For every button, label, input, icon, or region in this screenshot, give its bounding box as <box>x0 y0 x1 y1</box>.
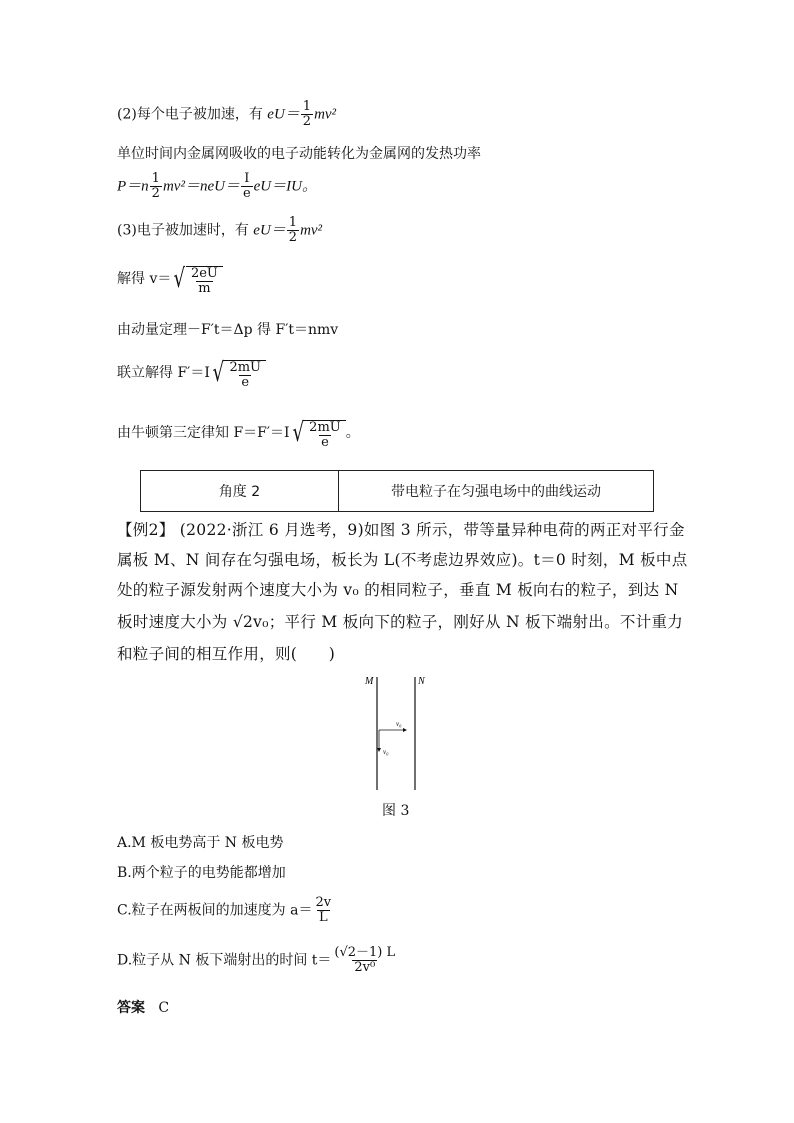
fraction-2v-l <box>313 896 333 925</box>
answer-line <box>117 998 169 1018</box>
label-v0-right: v₀ <box>396 720 402 728</box>
step-3-line <box>117 216 322 245</box>
problem-line-3: 处的粒子源发射两个速度大小为 v₀ 的相同粒子，垂直 M 板向右的粒子，到达 N <box>117 581 679 599</box>
numerator: I <box>244 171 250 186</box>
option-d <box>117 946 398 975</box>
fraction-half-3 <box>287 216 299 245</box>
fraction-half <box>301 100 313 129</box>
numerator: 1 <box>302 99 312 114</box>
answer-label: 答案 <box>117 1000 145 1016</box>
label-n: N <box>418 676 425 687</box>
power-equation <box>117 172 317 201</box>
text: 联立解得 F′＝I <box>117 365 210 381</box>
numerator: 2v <box>315 895 332 910</box>
text: 解得 v＝ <box>117 271 172 287</box>
fraction <box>227 361 263 390</box>
fraction-half-2 <box>150 172 162 201</box>
radicand <box>224 360 266 390</box>
numerator: 1 <box>151 171 160 186</box>
answer-value: C <box>158 1000 170 1016</box>
problem-line-5: 和粒子间的相互作用，则( ) <box>117 645 336 663</box>
sqrt-2mu-e <box>210 356 266 390</box>
figure-3-plates <box>355 672 445 797</box>
mv2: mv² <box>314 106 337 123</box>
denominator: 2 <box>302 114 312 129</box>
equation: eU＝ <box>253 222 286 239</box>
denominator: e <box>241 375 250 390</box>
radicand <box>304 420 346 450</box>
problem-line-4: 板时速度大小为 √2v₀；平行 M 板向下的粒子，刚好从 N 板下端射出。不计重力 <box>117 613 684 631</box>
problem-line-2: 属板 M、N 间存在匀强电场，板长为 L(不考虑边界效应)。t＝0 时刻，M 板中点 <box>117 551 688 569</box>
option-d-text: D.粒子从 N 板下端射出的时间 t＝ <box>117 952 332 969</box>
text: (2)每个电子被加速，有 <box>117 106 268 123</box>
momentum-theorem-line: 由动量定理－F′t＝Δp 得 F′t＝nmv <box>117 322 339 338</box>
problem-line-1: 【例2】 (2022·浙江 6 月选考，9)如图 3 所示，带等量异种电荷的两正对平行金 <box>117 521 685 539</box>
equation: eU＝ <box>267 106 300 123</box>
label-v0-down: v₀ <box>383 748 389 756</box>
fraction <box>307 421 343 450</box>
p-eq: P＝n <box>117 178 149 195</box>
step-2-line <box>117 100 336 129</box>
denominator: 2 <box>151 186 160 201</box>
denominator: 2v⁰ <box>354 960 376 975</box>
numerator: 1 <box>288 215 298 230</box>
fraction-i-e <box>241 172 253 201</box>
solve-v-line <box>117 262 223 296</box>
text: (3)电子被加速时，有 <box>117 222 254 239</box>
radical-sign: √ <box>212 358 224 388</box>
period: 。 <box>345 425 360 441</box>
sqrt-2mu-e-2 <box>290 416 346 450</box>
option-c-text: C.粒子在两板间的加速度为 a＝ <box>117 902 313 919</box>
fraction-time <box>332 946 397 975</box>
radical-sign: √ <box>292 418 304 448</box>
denominator: e <box>242 186 251 201</box>
radicand <box>186 266 223 296</box>
text: 由牛顿第三定律知 F＝F′＝I <box>117 425 290 441</box>
power-sentence: 单位时间内金属网吸收的电子动能转化为金属网的发热功率 <box>117 146 481 162</box>
figure-caption: 图 3 <box>382 803 410 819</box>
label-m: M <box>365 676 374 687</box>
sqrt-2eu-m <box>171 262 223 296</box>
denominator: 2 <box>288 230 298 245</box>
numerator: 2mU <box>229 360 262 375</box>
numerator: 2mU <box>309 420 341 435</box>
section-title: 带电粒子在匀强电场中的曲线运动 <box>339 471 654 512</box>
radical-sign: √ <box>173 264 186 294</box>
numerator: (√2－1) L <box>334 945 396 960</box>
option-c <box>117 896 334 925</box>
arrowhead-right <box>403 728 407 732</box>
newton-third-law-line <box>117 416 360 450</box>
combine-solve-line <box>117 356 266 390</box>
numerator: 2eU <box>190 266 218 281</box>
option-b: B.两个粒子的电势能都增加 <box>117 865 286 881</box>
arrowhead-down <box>377 748 381 752</box>
mv2: mv² <box>300 222 323 239</box>
denominator: m <box>198 281 211 296</box>
mid-eq: mv²＝neU＝ <box>162 178 240 195</box>
denominator: e <box>321 435 329 450</box>
denominator: L <box>318 910 328 925</box>
fraction <box>189 267 220 296</box>
section-header-table <box>140 470 654 512</box>
section-label: 角度 2 <box>141 471 339 512</box>
option-a: A.M 板电势高于 N 板电势 <box>117 835 284 851</box>
end-eq: eU＝IU。 <box>253 178 317 195</box>
